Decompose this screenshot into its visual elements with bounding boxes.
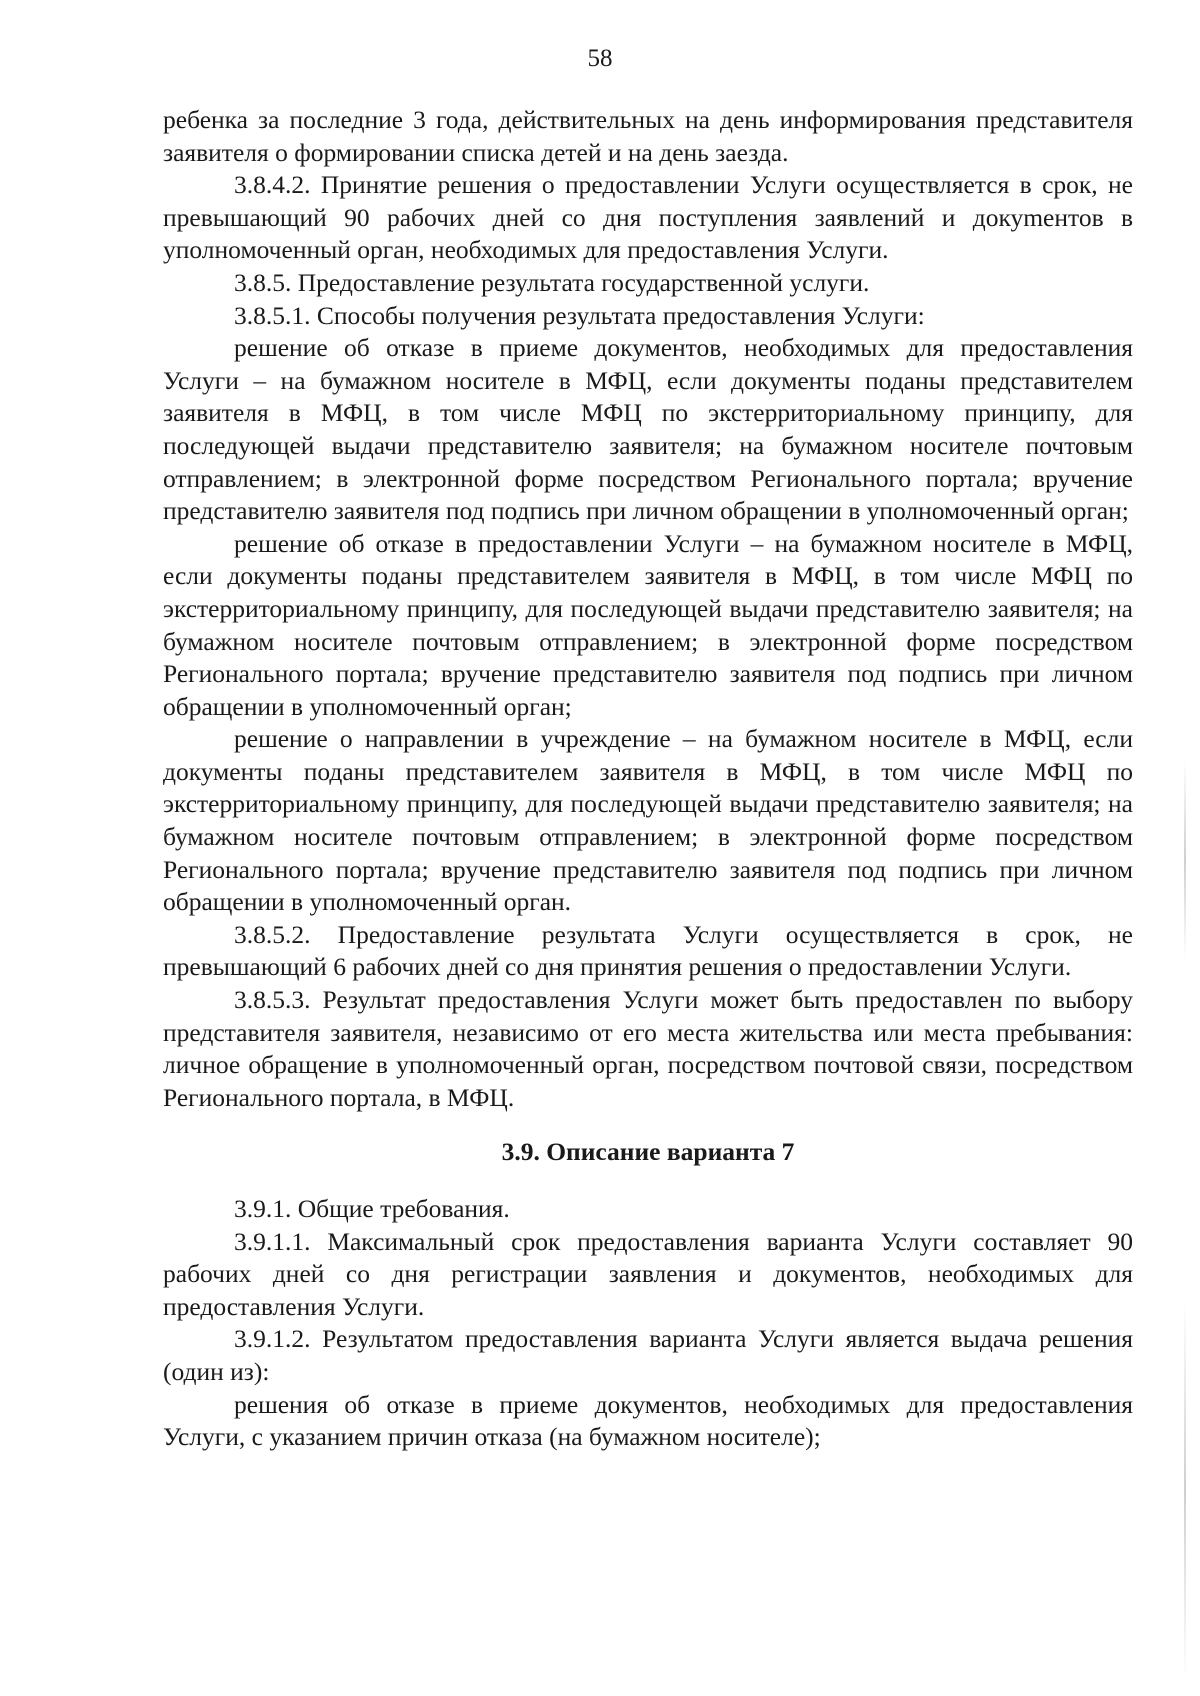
paragraph: 3.8.5. Предоставление результата государственной услуги. bbox=[234, 267, 870, 297]
paragraph: 3.8.5.2. Предоставление результата Услуги осуществляется в срок, не превышающий 6 рабочих дней со дня принятия решения о предоставлении Услуги. bbox=[163, 919, 1133, 982]
paragraph: решение о направлении в учреждение – на бумажном носителе в МФЦ, если документы поданы представителем заявителя в МФЦ, в том числе МФЦ по экстерриториальному принципу, для последующей выдачи представителю заявителя; на бумажном носителе почтовым отправлением; в электронной форме посредством Регионального портала; вручение представителю заявителя под подпись при личном обращении в уполномоченный орган. bbox=[163, 724, 1133, 917]
paragraph: 3.8.5.1. Способы получения результата предоставления Услуги: bbox=[234, 300, 925, 330]
page-number: 58 bbox=[587, 45, 613, 72]
paragraph: решение об отказе в приеме документов, необходимых для предоставления Услуги – на бумажном носителе в МФЦ, если документы поданы представителем заявителя в МФЦ, в том числе МФЦ по экстерриториальному принципу, для последующей выдачи представителю заявителя; на бумажном носителе почтовым отправлением; в электронной форме посредством Регионального портала; вручение представителю заявителя под подпись при личном обращении в уполномоченный орган; bbox=[163, 333, 1133, 526]
paragraph: решение об отказе в предоставлении Услуги – на бумажном носителе в МФЦ, если документы поданы представителем заявителя в МФЦ, в том числе МФЦ по экстерриториальному принципу, для последующей выдачи представителю заявителя; на бумажном носителе почтовым отправлением; в электронной форме посредством Регионального портала; вручение представителю заявителя под подпись при личном обращении в уполномоченный орган; bbox=[163, 528, 1133, 721]
scan-edge-mark bbox=[1184, 760, 1186, 960]
paragraph: 3.9.1. Общие требования. bbox=[234, 1194, 510, 1223]
document-body bbox=[163, 104, 1133, 1454]
paragraph: решения об отказе в приеме документов, необходимых для предоставления Услуги, с указанием причин отказа (на бумажном носителе); bbox=[163, 1389, 1133, 1452]
paragraph: 3.9.1.1. Максимальный срок предоставления варианта Услуги составляет 90 рабочих дней со дня регистрации заявления и документов, необходимых для предоставления Услуги. bbox=[163, 1226, 1133, 1321]
paragraph: 3.8.5.3. Результат предоставления Услуги может быть предоставлен по выбору представителя заявителя, независимо от его места жительства или места пребывания: личное обращение в уполномоченный орган, посредством почтовой связи, посредством Регионального портала, в МФЦ. bbox=[163, 985, 1133, 1112]
paragraph: 3.8.4.2. Принятие решения о предоставлении Услуги осуществляется в срок, не превышающий 90 рабочих дней со дня поступления заявлений и докуmентов в уполномоченный орган, необходимых для предоставления Услуги. bbox=[163, 170, 1133, 265]
section-heading: 3.9. Описание варианта 7 bbox=[501, 1137, 795, 1167]
paragraph: ребенка за последние 3 года, действительных на день информирования представителя заявителя о формировании списка детей и на день заезда. bbox=[163, 105, 1133, 167]
paragraph: 3.9.1.2. Результатом предоставления варианта Услуги является выдача решения (один из): bbox=[163, 1324, 1133, 1386]
scan-edge-mark bbox=[1184, 1300, 1186, 1680]
